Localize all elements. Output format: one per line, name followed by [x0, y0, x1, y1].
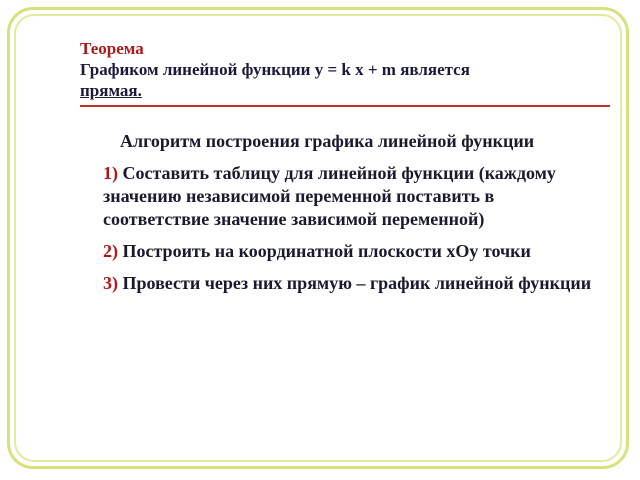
step-number: 3)	[103, 273, 118, 293]
algorithm-title: Алгоритм построения графика линейной функции	[120, 131, 535, 151]
step-text: Провести через них прямую – график линейной функции	[118, 273, 592, 293]
algorithm-step-1	[103, 162, 593, 231]
step-text: Построить на координатной плоскости хОу точки	[118, 241, 531, 261]
algorithm-step-2	[103, 240, 593, 263]
theorem-label: Теорема	[80, 39, 144, 58]
step-text: Составить таблицу для линейной функции (каждому значению независимой переменной поставить в соответствие значение зависимой переменной)	[103, 163, 556, 229]
algorithm-step-3	[103, 272, 593, 295]
step-number: 1)	[103, 163, 118, 183]
algorithm-block	[103, 130, 593, 304]
divider-line	[80, 105, 610, 107]
theorem-statement: Графиком линейной функции y = k x + m является	[80, 60, 470, 79]
theorem-block	[80, 38, 580, 101]
step-number: 2)	[103, 241, 118, 261]
theorem-conclusion: прямая.	[80, 81, 142, 100]
